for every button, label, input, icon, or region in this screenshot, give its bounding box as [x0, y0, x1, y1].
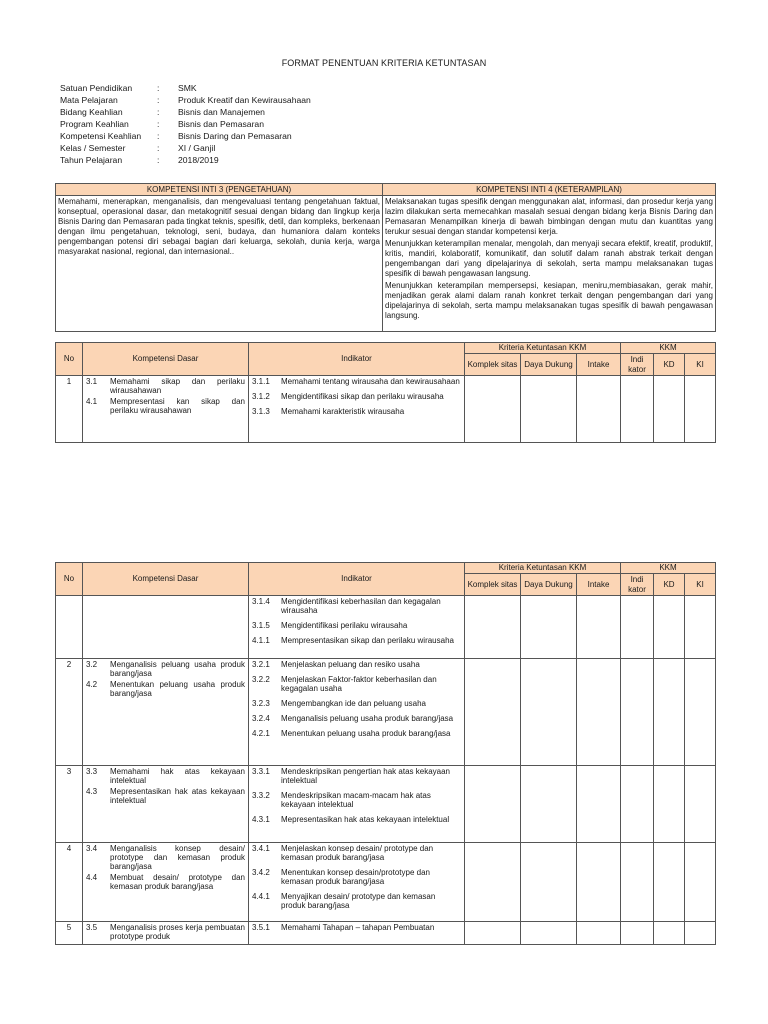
empty-score-cell	[577, 843, 621, 922]
kd-item	[86, 873, 245, 891]
kd-code: 4.2	[86, 680, 98, 689]
indikator-item	[252, 815, 461, 824]
header-indikator-short: Indi kator	[621, 354, 654, 376]
kd-text: Mempresentasi kan sikap dan perilaku wirausahawan	[110, 397, 245, 415]
indikator-cell	[249, 922, 465, 945]
indikator-item	[252, 377, 461, 386]
row-number: 2	[56, 659, 83, 766]
indikator-item	[252, 636, 461, 645]
header-kkm: KKM	[621, 563, 716, 574]
meta-value: SMK	[178, 83, 197, 93]
empty-score-cell	[685, 659, 716, 766]
empty-score-cell	[521, 376, 577, 443]
empty-score-cell	[621, 376, 654, 443]
empty-score-cell	[685, 596, 716, 659]
header-kompleksitas: Komplek sitas	[465, 574, 521, 596]
empty-score-cell	[654, 596, 685, 659]
indikator-cell	[249, 843, 465, 922]
indikator-item	[252, 767, 461, 785]
indikator-text: Mendeskripsikan macam-macam hak atas kekayaan intelektual	[281, 791, 431, 809]
empty-score-cell	[577, 596, 621, 659]
indikator-code: 3.2.3	[252, 699, 270, 708]
meta-row	[60, 118, 311, 130]
table-row	[56, 922, 716, 945]
indikator-code: 4.4.1	[252, 892, 270, 901]
indikator-text: Mepresentasikan hak atas kekayaan intelektual	[281, 815, 450, 824]
empty-score-cell	[654, 659, 685, 766]
empty-score-cell	[521, 766, 577, 843]
indikator-text: Mendeskripsikan pengertian hak atas kekayaan intelektual	[281, 767, 450, 785]
empty-score-cell	[621, 596, 654, 659]
indikator-text: Memahami Tahapan – tahapan Pembuatan	[281, 923, 435, 932]
empty-score-cell	[465, 766, 521, 843]
empty-score-cell	[685, 922, 716, 945]
header-kriteria-ketuntasan: Kriteria Ketuntasan KKM	[465, 563, 621, 574]
empty-score-cell	[621, 843, 654, 922]
meta-label: Program Keahlian	[60, 119, 129, 129]
kd-code: 3.5	[86, 923, 98, 932]
indikator-text: Mengembangkan ide dan peluang usaha	[281, 699, 427, 708]
kd-text: Membuat desain/ prototype dan kemasan produk barang/jasa	[110, 873, 245, 891]
meta-value: Bisnis dan Pemasaran	[178, 119, 264, 129]
indikator-code: 3.4.1	[252, 844, 270, 853]
kompetensi-dasar-cell	[83, 596, 249, 659]
indikator-code: 3.3.1	[252, 767, 270, 776]
kompetensi-dasar-cell	[83, 766, 249, 843]
table-row	[56, 596, 716, 659]
meta-label: Kompetensi Keahlian	[60, 131, 142, 141]
empty-score-cell	[621, 659, 654, 766]
indikator-item	[252, 844, 461, 862]
header-kd: KD	[654, 354, 685, 376]
empty-score-cell	[654, 922, 685, 945]
meta-value: Bisnis Daring dan Pemasaran	[178, 131, 292, 141]
kd-code: 4.3	[86, 787, 98, 796]
kd-text: Memahami sikap dan perilaku wirausahawan	[110, 377, 245, 395]
empty-score-cell	[577, 659, 621, 766]
kd-item	[86, 377, 245, 395]
document-metadata	[60, 82, 311, 166]
indikator-item	[252, 675, 461, 693]
indikator-item	[252, 699, 461, 708]
ki3-text: Memahami, menerapkan, menganalisis, dan mengevaluasi tentang pengetahuan faktual, konseptual, operasional dasar, dan metakognitif sesuai dengan bidang dan lingkup kerja Bisnis Daring dan Pemasaran pada tingkat teknis, spesifik, detil, dan kompleks, berkenaan dengan ilmu pengetahuan, teknologi, seni, budaya, dan humaniora dalam konteks pengembangan potensi diri sebagai bagian dari keluarga, sekolah, dunia kerja, warga masyarakat nasional, regional, dan internasional..	[56, 196, 383, 332]
meta-row	[60, 82, 311, 94]
header-daya-dukung: Daya Dukung	[521, 354, 577, 376]
indikator-item	[252, 392, 461, 401]
empty-score-cell	[465, 376, 521, 443]
ki4-paragraph-2: Menunjukkan keterampilan menalar, mengolah, dan menyaji secara efektif, kreatif, produktif, kritis, mandiri, kolaboratif, komunikatif, dan solutif dalam ranah abstrak terkait dengan pengembangan dari yang dipelajarinya di sekolah, serta mampu melaksanakan tugas spesifik di bawah pengawasan langsung.	[385, 239, 713, 278]
kompetensi-dasar-cell	[83, 922, 249, 945]
indikator-text: Menjelaskan Faktor-faktor keberhasilan dan kegagalan usaha	[281, 675, 437, 693]
row-number: 4	[56, 843, 83, 922]
competency-table-2	[55, 562, 716, 945]
indikator-cell	[249, 596, 465, 659]
meta-label: Bidang Keahlian	[60, 107, 123, 117]
header-indikator: Indikator	[249, 563, 465, 596]
indikator-code: 3.1.4	[252, 597, 270, 606]
indikator-item	[252, 791, 461, 809]
kd-item	[86, 787, 245, 805]
kd-code: 3.4	[86, 844, 98, 853]
header-ki: KI	[685, 354, 716, 376]
meta-row	[60, 154, 311, 166]
meta-label: Tahun Pelajaran	[60, 155, 123, 165]
ki4-paragraph-3: Menunjukkan keterampilan mempersepsi, kesiapan, meniru,membiasakan, gerak mahir, menjadikan gerak alami dalam ranah konkret terkait dengan pengembangan dari yang dipelajarinya di sekolah, serta mampu melaksanakan tugas spesifik di bawah pengawasan langsung.	[385, 281, 713, 320]
header-kompleksitas: Komplek sitas	[465, 354, 521, 376]
empty-score-cell	[654, 376, 685, 443]
kd-item	[86, 680, 245, 698]
meta-colon: :	[157, 83, 160, 93]
empty-score-cell	[685, 766, 716, 843]
indikator-item	[252, 892, 461, 910]
indikator-item	[252, 597, 461, 615]
kd-code: 3.1	[86, 377, 98, 386]
indikator-item	[252, 621, 461, 630]
empty-score-cell	[521, 843, 577, 922]
indikator-item	[252, 407, 461, 416]
meta-colon: :	[157, 131, 160, 141]
row-number: 1	[56, 376, 83, 443]
indikator-text: Menjelaskan konsep desain/ prototype dan kemasan produk barang/jasa	[281, 844, 434, 862]
kd-item	[86, 844, 245, 871]
header-kkm: KKM	[621, 343, 716, 354]
table-row	[56, 376, 716, 443]
header-kriteria-ketuntasan: Kriteria Ketuntasan KKM	[465, 343, 621, 354]
kd-item	[86, 397, 245, 415]
row-number	[56, 596, 83, 659]
meta-label: Kelas / Semester	[60, 143, 126, 153]
indikator-code: 3.1.1	[252, 377, 270, 386]
indikator-text: Menyajikan desain/ prototype dan kemasan produk barang/jasa	[281, 892, 436, 910]
core-competency-table	[55, 183, 716, 332]
header-no: No	[56, 343, 83, 376]
indikator-code: 3.1.3	[252, 407, 270, 416]
empty-score-cell	[521, 922, 577, 945]
empty-score-cell	[654, 766, 685, 843]
kd-item	[86, 660, 245, 678]
kompetensi-dasar-cell	[83, 843, 249, 922]
indikator-item	[252, 923, 461, 932]
empty-score-cell	[465, 659, 521, 766]
indikator-code: 3.4.2	[252, 868, 270, 877]
empty-score-cell	[621, 922, 654, 945]
meta-value: XI / Ganjil	[178, 143, 216, 153]
ki3-header: KOMPETENSI INTI 3 (PENGETAHUAN)	[56, 184, 383, 196]
empty-score-cell	[465, 596, 521, 659]
empty-score-cell	[521, 659, 577, 766]
kd-item	[86, 923, 245, 941]
empty-score-cell	[521, 596, 577, 659]
meta-row	[60, 142, 311, 154]
indikator-code: 3.3.2	[252, 791, 270, 800]
kd-item	[86, 767, 245, 785]
indikator-text: Memahami karakteristik wirausaha	[281, 407, 405, 416]
ki4-text	[383, 196, 716, 332]
indikator-code: 4.2.1	[252, 729, 270, 738]
kd-text: Mepresentasikan hak atas kekayaan intelektual	[110, 787, 245, 805]
indikator-code: 3.2.4	[252, 714, 270, 723]
kd-code: 4.1	[86, 397, 98, 406]
indikator-code: 3.2.1	[252, 660, 270, 669]
indikator-item	[252, 714, 461, 723]
empty-score-cell	[577, 766, 621, 843]
header-ki: KI	[685, 574, 716, 596]
indikator-item	[252, 660, 461, 669]
header-no: No	[56, 563, 83, 596]
indikator-code: 3.5.1	[252, 923, 270, 932]
meta-label: Satuan Pendidikan	[60, 83, 133, 93]
meta-row	[60, 106, 311, 118]
header-indikator-short: Indi kator	[621, 574, 654, 596]
empty-score-cell	[577, 922, 621, 945]
kd-text: Menentukan peluang usaha produk barang/jasa	[110, 680, 245, 698]
indikator-text: Menentukan peluang usaha produk barang/jasa	[281, 729, 451, 738]
header-kompetensi-dasar: Kompetensi Dasar	[83, 563, 249, 596]
indikator-text: Memahami tentang wirausaha dan kewirausahaan	[281, 377, 460, 386]
empty-score-cell	[621, 766, 654, 843]
indikator-code: 4.1.1	[252, 636, 270, 645]
empty-score-cell	[465, 843, 521, 922]
indikator-text: Menganalisis peluang usaha produk barang/jasa	[281, 714, 454, 723]
kd-text: Menganalisis peluang usaha produk barang/jasa	[110, 660, 245, 678]
meta-row	[60, 94, 311, 106]
kd-code: 3.2	[86, 660, 98, 669]
kd-text: Menganalisis proses kerja pembuatan prototype produk	[110, 923, 245, 941]
competency-table-1	[55, 342, 716, 443]
header-daya-dukung: Daya Dukung	[521, 574, 577, 596]
indikator-code: 4.3.1	[252, 815, 270, 824]
indikator-cell	[249, 659, 465, 766]
empty-score-cell	[685, 843, 716, 922]
indikator-text: Mengidentifikasi keberhasilan dan kegagalan wirausaha	[281, 597, 441, 615]
indikator-cell	[249, 766, 465, 843]
empty-score-cell	[654, 843, 685, 922]
ki4-header: KOMPETENSI INTI 4 (KETERAMPILAN)	[383, 184, 716, 196]
meta-colon: :	[157, 119, 160, 129]
indikator-text: Mengidentifikasi sikap dan perilaku wirausaha	[281, 392, 444, 401]
kd-text: Menganalisis konsep desain/ prototype dan kemasan produk barang/jasa	[110, 844, 245, 871]
table-row	[56, 843, 716, 922]
kd-code: 3.3	[86, 767, 98, 776]
kd-code: 4.4	[86, 873, 98, 882]
indikator-text: Menjelaskan peluang dan resiko usaha	[281, 660, 420, 669]
indikator-text: Menentukan konsep desain/prototype dan kemasan produk barang/jasa	[281, 868, 430, 886]
header-intake: Intake	[577, 354, 621, 376]
table-row	[56, 659, 716, 766]
kompetensi-dasar-cell	[83, 659, 249, 766]
meta-row	[60, 130, 311, 142]
header-kompetensi-dasar: Kompetensi Dasar	[83, 343, 249, 376]
header-indikator: Indikator	[249, 343, 465, 376]
meta-value: Produk Kreatif dan Kewirausahaan	[178, 95, 311, 105]
kompetensi-dasar-cell	[83, 376, 249, 443]
indikator-text: Mempresentasikan sikap dan perilaku wirausaha	[281, 636, 454, 645]
header-kd: KD	[654, 574, 685, 596]
indikator-text: Mengidentifikasi perilaku wirausaha	[281, 621, 408, 630]
meta-label: Mata Pelajaran	[60, 95, 118, 105]
empty-score-cell	[465, 922, 521, 945]
header-intake: Intake	[577, 574, 621, 596]
indikator-cell	[249, 376, 465, 443]
document-title: FORMAT PENENTUAN KRITERIA KETUNTASAN	[281, 58, 487, 68]
meta-value: 2018/2019	[178, 155, 219, 165]
meta-colon: :	[157, 143, 160, 153]
indikator-code: 3.2.2	[252, 675, 270, 684]
meta-colon: :	[157, 95, 160, 105]
meta-colon: :	[157, 107, 160, 117]
table-row	[56, 766, 716, 843]
indikator-item	[252, 729, 461, 738]
meta-colon: :	[157, 155, 160, 165]
indikator-item	[252, 868, 461, 886]
kd-text: Memahami hak atas kekayaan intelektual	[110, 767, 245, 785]
empty-score-cell	[685, 376, 716, 443]
ki4-paragraph-1: Melaksanakan tugas spesifik dengan menggunakan alat, informasi, dan prosedur kerja yang lazim dilakukan serta memecahkan masalah sesuai dengan bidang kerja Bisnis Daring dan Pemasaran Menampilkan kinerja di bawah bimbingan dengan mutu dan kuantitas yang terukur sesuai dengan standar kompetensi kerja.	[385, 197, 713, 236]
empty-score-cell	[577, 376, 621, 443]
meta-value: Bisnis dan Manajemen	[178, 107, 265, 117]
row-number: 3	[56, 766, 83, 843]
indikator-code: 3.1.2	[252, 392, 270, 401]
row-number: 5	[56, 922, 83, 945]
indikator-code: 3.1.5	[252, 621, 270, 630]
